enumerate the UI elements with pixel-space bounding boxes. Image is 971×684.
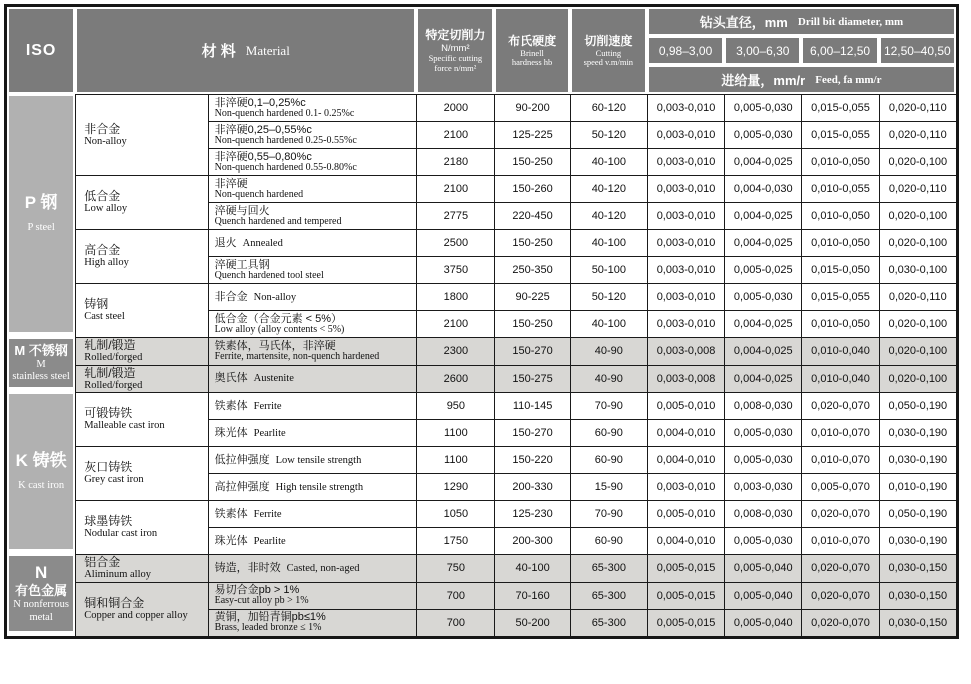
feed-value-d4: 0,030-0,190 <box>879 527 956 554</box>
detail-zh: 非淬硬 <box>214 177 248 190</box>
material-detail-cell <box>208 148 417 175</box>
feed-value-d4: 0,050-0,190 <box>879 500 956 527</box>
detail-en-inline: Non-alloy <box>253 291 297 303</box>
material-group-en: Rolled/forged <box>84 352 143 363</box>
table-row <box>7 446 956 473</box>
feed-value-d4: 0,030-0,150 <box>879 582 956 609</box>
material-group-zh: 灰口铸铁 <box>84 460 133 475</box>
diameter-range-1: 0,98–3,00 <box>658 43 713 58</box>
speed-value: 65-300 <box>570 554 647 582</box>
hardness-value: 250-350 <box>494 256 569 283</box>
cutting-force-value: 1100 <box>416 419 494 446</box>
material-header-cell <box>75 7 416 94</box>
hardness-value: 70-160 <box>494 582 569 609</box>
feed-value-d4: 0,020-0,100 <box>879 310 956 337</box>
speed-value: 40-120 <box>570 175 647 202</box>
feed-value-d3: 0,010-0,070 <box>801 527 878 554</box>
feed-value-d4: 0,020-0,100 <box>879 229 956 256</box>
material-detail-cell <box>208 229 417 256</box>
speed-header-zh: 切削速度 <box>584 33 633 48</box>
material-group-en: Cast steel <box>84 311 125 323</box>
feed-value-d2: 0,005-0,030 <box>724 446 801 473</box>
hardness-value: 90-225 <box>494 283 569 310</box>
feed-value-d1: 0,003-0,010 <box>647 94 724 121</box>
cutting-force-header-en2: force n/mm² <box>434 62 477 73</box>
cutting-force-value: 2775 <box>416 202 494 229</box>
feed-header-cell <box>647 65 956 94</box>
cutting-force-value: 2100 <box>416 175 494 202</box>
material-group-zh: 铸钢 <box>84 297 109 312</box>
material-group-cell <box>75 500 207 554</box>
speed-value: 65-300 <box>570 582 647 609</box>
detail-zh: 铸造，非时效 <box>214 561 281 574</box>
iso-group-n-label-en2: metal <box>29 611 53 623</box>
feed-value-d1: 0,003-0,010 <box>647 229 724 256</box>
hardness-value: 150-270 <box>494 419 569 446</box>
speed-value: 65-300 <box>570 609 647 636</box>
cutting-force-value: 2000 <box>416 94 494 121</box>
material-group-cell <box>75 229 207 283</box>
material-detail-cell <box>208 94 417 121</box>
feed-value-d1: 0,005-0,015 <box>647 554 724 582</box>
diameter-range-cell-4 <box>879 36 956 65</box>
cutting-force-header-zh: 特定切削力 <box>425 28 486 42</box>
feed-value-d3: 0,020-0,070 <box>801 500 878 527</box>
feed-value-d1: 0,005-0,010 <box>647 500 724 527</box>
material-group-en: Non-alloy <box>84 135 127 147</box>
material-group-cell <box>75 175 207 229</box>
material-group-zh: 可锻铸铁 <box>84 406 133 421</box>
material-group-cell <box>75 337 207 365</box>
feed-value-d4: 0,020-0,110 <box>879 94 956 121</box>
material-group-cell <box>75 582 207 636</box>
feed-value-d2: 0,005-0,040 <box>724 609 801 636</box>
material-group-cell <box>75 94 207 175</box>
table-row <box>7 229 956 256</box>
cutting-force-value: 1100 <box>416 446 494 473</box>
material-group-cell <box>75 554 207 582</box>
drill-diameter-header-cell <box>647 7 956 36</box>
feed-value-d3: 0,010-0,055 <box>801 175 878 202</box>
diameter-range-3: 6,00–12,50 <box>809 43 871 58</box>
feed-value-d4: 0,030-0,190 <box>879 446 956 473</box>
cutting-force-unit: N/mm² <box>441 43 470 54</box>
feed-value-d3: 0,010-0,050 <box>801 229 878 256</box>
material-detail-cell <box>208 337 417 365</box>
material-detail-cell <box>208 310 417 337</box>
diameter-range-cell-3 <box>801 36 878 65</box>
hardness-value: 110-145 <box>494 392 569 419</box>
cutting-force-value: 2600 <box>416 365 494 393</box>
material-detail-cell <box>208 446 417 473</box>
iso-group-m-label-en1: M <box>36 358 46 370</box>
detail-zh: 非合金 <box>214 290 248 303</box>
iso-group-m-label-en2: stainless steel <box>12 371 70 382</box>
feed-value-d3: 0,015-0,055 <box>801 94 878 121</box>
material-group-zh: 轧制/锻造 <box>84 338 136 352</box>
diameter-range-2: 3,00–6,30 <box>736 43 790 58</box>
cutting-force-value: 700 <box>416 609 494 636</box>
feed-value-d3: 0,015-0,050 <box>801 256 878 283</box>
feed-value-d4: 0,050-0,190 <box>879 392 956 419</box>
detail-zh: 退火 <box>214 236 237 249</box>
iso-group-k-cast-iron <box>7 392 75 554</box>
feed-value-d2: 0,005-0,030 <box>724 121 801 148</box>
feed-value-d2: 0,004-0,025 <box>724 310 801 337</box>
feed-value-d3: 0,010-0,070 <box>801 446 878 473</box>
table-row <box>7 500 956 527</box>
feed-value-d4: 0,030-0,150 <box>879 609 956 636</box>
feed-value-d1: 0,003-0,010 <box>647 202 724 229</box>
detail-zh: 黄铜，加铅青铜pb≤1% <box>214 611 326 624</box>
iso-group-n-label-zh: 有色金属 <box>15 583 68 598</box>
detail-zh: 淬硬与回火 <box>214 204 270 217</box>
speed-value: 40-120 <box>570 202 647 229</box>
speed-value: 60-90 <box>570 527 647 554</box>
detail-zh: 低合金（合金元素 < 5%） <box>214 312 343 325</box>
feed-value-d4: 0,020-0,100 <box>879 365 956 393</box>
speed-value: 40-100 <box>570 229 647 256</box>
detail-en-line2: Quench hardened tool steel <box>214 269 324 281</box>
hardness-value: 150-250 <box>494 310 569 337</box>
feed-value-d4: 0,020-0,100 <box>879 337 956 365</box>
hardness-value: 150-260 <box>494 175 569 202</box>
cutting-force-value: 1290 <box>416 473 494 500</box>
detail-zh: 易切合金pb > 1% <box>214 584 300 597</box>
iso-group-k-label-zh: K 铸铁 <box>15 450 67 470</box>
table-row <box>7 582 956 609</box>
cutting-force-value: 1050 <box>416 500 494 527</box>
hardness-value: 220-450 <box>494 202 569 229</box>
feed-value-d3: 0,010-0,050 <box>801 148 878 175</box>
speed-value: 60-90 <box>570 419 647 446</box>
table-header <box>7 7 956 94</box>
cutting-force-value: 3750 <box>416 256 494 283</box>
feed-value-d1: 0,005-0,010 <box>647 392 724 419</box>
hardness-value: 50-200 <box>494 609 569 636</box>
cutting-force-value: 2300 <box>416 337 494 365</box>
material-header-en: Material <box>245 42 290 58</box>
detail-zh: 珠光体 <box>214 534 248 547</box>
detail-en-inline: Ferrite <box>253 400 282 412</box>
iso-group-n-label-en1: N nonferrous <box>13 599 69 610</box>
detail-zh: 淬硬工具钢 <box>214 258 270 271</box>
feed-header-en: Feed, fa mm/r <box>815 73 882 86</box>
material-detail-cell <box>208 175 417 202</box>
speed-header-cell <box>570 7 647 94</box>
feed-value-d3: 0,020-0,070 <box>801 392 878 419</box>
feed-value-d3: 0,010-0,040 <box>801 365 878 393</box>
detail-en-inline: Pearlite <box>253 535 286 547</box>
material-group-en: Grey cast iron <box>84 474 144 486</box>
feed-value-d1: 0,003-0,010 <box>647 473 724 500</box>
material-group-zh: 铝合金 <box>84 555 121 569</box>
hardness-value: 150-250 <box>494 148 569 175</box>
feed-value-d1: 0,004-0,010 <box>647 419 724 446</box>
detail-zh: 珠光体 <box>214 426 248 439</box>
feed-value-d3: 0,015-0,055 <box>801 121 878 148</box>
feed-value-d2: 0,005-0,040 <box>724 582 801 609</box>
table-row <box>7 283 956 310</box>
hardness-value: 200-330 <box>494 473 569 500</box>
material-detail-cell <box>208 202 417 229</box>
feed-value-d2: 0,004-0,025 <box>724 337 801 365</box>
cutting-force-value: 2100 <box>416 310 494 337</box>
feed-value-d2: 0,005-0,030 <box>724 283 801 310</box>
material-group-zh: 铜和铜合金 <box>84 595 145 610</box>
table-row <box>7 365 956 393</box>
cutting-force-value: 700 <box>416 582 494 609</box>
hardness-value: 90-200 <box>494 94 569 121</box>
feed-value-d4: 0,030-0,150 <box>879 554 956 582</box>
material-header-zh: 材 料 <box>201 43 236 60</box>
feed-value-d1: 0,004-0,010 <box>647 446 724 473</box>
material-group-en: Copper and copper alloy <box>84 609 188 621</box>
feed-value-d2: 0,005-0,025 <box>724 256 801 283</box>
detail-zh: 铁素体，马氏体，非淬硬 <box>214 340 336 352</box>
feed-value-d3: 0,010-0,040 <box>801 337 878 365</box>
cutting-force-header-cell <box>416 7 494 94</box>
feed-value-d1: 0,004-0,010 <box>647 527 724 554</box>
material-group-cell <box>75 392 207 446</box>
material-detail-cell <box>208 365 417 393</box>
hardness-header-zh: 布氏硬度 <box>508 33 557 48</box>
iso-header-cell <box>7 7 75 94</box>
speed-value: 70-90 <box>570 392 647 419</box>
material-detail-cell <box>208 582 417 609</box>
detail-en-line2: Low alloy (alloy contents < 5%) <box>214 323 345 335</box>
material-detail-cell <box>208 609 417 636</box>
feed-value-d2: 0,005-0,030 <box>724 94 801 121</box>
feed-value-d2: 0,008-0,030 <box>724 392 801 419</box>
speed-header-en2: speed v.m/min <box>583 57 634 67</box>
table-row <box>7 554 956 582</box>
feed-value-d3: 0,005-0,070 <box>801 473 878 500</box>
speed-value: 70-90 <box>570 500 647 527</box>
table-row <box>7 337 956 365</box>
detail-en-line2: Non-quench hardened 0.1- 0.25%c <box>214 107 355 119</box>
speed-header-en1: Cutting <box>595 47 622 58</box>
detail-zh: 非淬硬0,1–0,25%c <box>214 96 306 109</box>
drill-diameter-header-en: Drill bit diameter, mm <box>797 15 904 28</box>
feed-value-d4: 0,010-0,190 <box>879 473 956 500</box>
speed-value: 15-90 <box>570 473 647 500</box>
speed-value: 50-120 <box>570 121 647 148</box>
feed-value-d1: 0,003-0,010 <box>647 310 724 337</box>
cutting-force-value: 750 <box>416 554 494 582</box>
detail-en-line2: Easy-cut alloy pb > 1% <box>214 595 309 607</box>
speed-value: 60-90 <box>570 446 647 473</box>
iso-group-n-nonferrous <box>7 554 75 636</box>
material-detail-cell <box>208 283 417 310</box>
detail-en-line2: Non-quench hardened <box>214 188 304 200</box>
cutting-force-value: 1750 <box>416 527 494 554</box>
hardness-value: 125-225 <box>494 121 569 148</box>
iso-group-p-label-zh: P 钢 <box>24 193 58 213</box>
detail-en-inline: Casted, non-aged <box>286 562 360 574</box>
hardness-value: 150-270 <box>494 337 569 365</box>
feed-value-d4: 0,020-0,100 <box>879 148 956 175</box>
iso-group-k-label-en: K cast iron <box>18 479 65 491</box>
cutting-force-value: 1800 <box>416 283 494 310</box>
iso-header-label: ISO <box>25 41 57 59</box>
cutting-force-header-en1: Specific cutting <box>428 53 483 63</box>
feed-value-d2: 0,004-0,025 <box>724 202 801 229</box>
feed-value-d4: 0,020-0,100 <box>879 202 956 229</box>
material-group-zh: 球墨铸铁 <box>84 514 133 529</box>
feed-value-d2: 0,004-0,025 <box>724 229 801 256</box>
feed-value-d3: 0,010-0,050 <box>801 202 878 229</box>
material-group-en: Nodular cast iron <box>84 528 158 540</box>
hardness-header-en1: Brinell <box>520 47 544 58</box>
feed-value-d2: 0,005-0,040 <box>724 554 801 582</box>
detail-zh: 高拉伸强度 <box>214 480 270 493</box>
material-detail-cell <box>208 121 417 148</box>
feed-value-d3: 0,020-0,070 <box>801 582 878 609</box>
diameter-range-cell-2 <box>724 36 801 65</box>
feed-value-d4: 0,020-0,110 <box>879 175 956 202</box>
material-detail-cell <box>208 473 417 500</box>
detail-zh: 非淬硬0,55–0,80%c <box>214 150 312 163</box>
material-detail-cell <box>208 419 417 446</box>
material-group-zh: 非合金 <box>84 121 121 136</box>
material-group-en: Rolled/forged <box>84 379 143 391</box>
feed-value-d3: 0,020-0,070 <box>801 609 878 636</box>
hardness-value: 150-220 <box>494 446 569 473</box>
iso-group-p-steel <box>7 94 75 337</box>
material-group-zh: 轧制/锻造 <box>84 365 136 380</box>
speed-value: 40-100 <box>570 148 647 175</box>
feed-value-d1: 0,003-0,010 <box>647 175 724 202</box>
detail-zh: 奥氏体 <box>214 372 248 385</box>
hardness-header-en2: hardness hb <box>511 57 553 67</box>
feed-value-d4: 0,030-0,190 <box>879 419 956 446</box>
feed-value-d1: 0,003-0,008 <box>647 337 724 365</box>
material-detail-cell <box>208 392 417 419</box>
feed-value-d4: 0,030-0,100 <box>879 256 956 283</box>
material-detail-cell <box>208 256 417 283</box>
feed-header-zh: 进给量，mm/r <box>721 73 806 88</box>
material-detail-cell <box>208 527 417 554</box>
feed-value-d3: 0,015-0,055 <box>801 283 878 310</box>
feed-value-d2: 0,005-0,030 <box>724 527 801 554</box>
feed-value-d3: 0,010-0,050 <box>801 310 878 337</box>
feed-value-d3: 0,010-0,070 <box>801 419 878 446</box>
feed-value-d2: 0,005-0,030 <box>724 419 801 446</box>
detail-en-line2: Non-quench hardened 0.25-0.55%c <box>214 134 357 146</box>
feed-value-d3: 0,020-0,070 <box>801 554 878 582</box>
feed-value-d2: 0,004-0,025 <box>724 365 801 393</box>
detail-zh: 铁素体 <box>214 507 248 520</box>
speed-value: 50-100 <box>570 256 647 283</box>
detail-zh: 非淬硬0,25–0,55%c <box>214 123 312 136</box>
material-group-en: Malleable cast iron <box>84 420 165 432</box>
material-detail-cell <box>208 554 417 582</box>
feed-value-d1: 0,003-0,010 <box>647 148 724 175</box>
detail-en-inline: Pearlite <box>253 427 286 439</box>
detail-en-line2: Non-quench hardened 0.55-0.80%c <box>214 161 357 173</box>
speed-value: 50-120 <box>570 283 647 310</box>
cutting-force-value: 950 <box>416 392 494 419</box>
hardness-value: 200-300 <box>494 527 569 554</box>
hardness-header-cell <box>494 7 569 94</box>
table-row <box>7 94 956 121</box>
detail-en-inline: Annealed <box>242 237 283 249</box>
detail-zh: 低拉伸强度 <box>214 453 270 466</box>
feed-value-d2: 0,004-0,025 <box>724 148 801 175</box>
feed-value-d1: 0,003-0,010 <box>647 256 724 283</box>
feed-value-d2: 0,003-0,030 <box>724 473 801 500</box>
feed-value-d1: 0,005-0,015 <box>647 609 724 636</box>
cutting-force-value: 2180 <box>416 148 494 175</box>
feed-value-d1: 0,003-0,008 <box>647 365 724 393</box>
detail-en-inline: Low tensile strength <box>275 454 362 466</box>
feed-value-d1: 0,003-0,010 <box>647 121 724 148</box>
speed-value: 40-90 <box>570 365 647 393</box>
material-group-en: Low alloy <box>84 203 128 215</box>
diameter-range-cell-1 <box>647 36 724 65</box>
material-group-en: Aliminum alloy <box>84 569 151 580</box>
material-group-cell <box>75 283 207 337</box>
material-group-cell <box>75 446 207 500</box>
material-group-en: High alloy <box>84 257 129 269</box>
drilling-parameters-table-page <box>4 4 959 639</box>
material-group-cell <box>75 365 207 393</box>
speed-value: 40-100 <box>570 310 647 337</box>
table-row <box>7 175 956 202</box>
cutting-force-value: 2500 <box>416 229 494 256</box>
detail-en-line2: Ferrite, martensite, non-quench hardened <box>214 351 380 362</box>
feed-value-d4: 0,020-0,110 <box>879 283 956 310</box>
drill-diameter-header-zh: 钻头直径，mm <box>699 15 788 30</box>
material-group-zh: 高合金 <box>84 243 121 258</box>
iso-group-n-label-letter: N <box>34 563 48 582</box>
feed-value-d2: 0,008-0,030 <box>724 500 801 527</box>
hardness-value: 150-250 <box>494 229 569 256</box>
feed-value-d4: 0,020-0,110 <box>879 121 956 148</box>
detail-zh: 铁素体 <box>214 399 248 412</box>
detail-en-line2: Quench hardened and tempered <box>214 215 342 227</box>
detail-en-inline: Ferrite <box>253 508 282 520</box>
feed-value-d2: 0,004-0,030 <box>724 175 801 202</box>
table-row <box>7 392 956 419</box>
speed-value: 40-90 <box>570 337 647 365</box>
diameter-range-4: 12,50–40,50 <box>883 43 951 58</box>
detail-en-line2: Brass, leaded bronze ≤ 1% <box>214 622 322 634</box>
detail-en-inline: Austenite <box>253 373 294 385</box>
hardness-value: 125-230 <box>494 500 569 527</box>
iso-group-p-label-en: P steel <box>27 222 55 234</box>
parameters-table <box>7 7 956 636</box>
cutting-force-value: 2100 <box>416 121 494 148</box>
hardness-value: 40-100 <box>494 554 569 582</box>
feed-value-d1: 0,005-0,015 <box>647 582 724 609</box>
iso-group-m-stainless <box>7 337 75 392</box>
feed-value-d1: 0,003-0,010 <box>647 283 724 310</box>
iso-group-m-label-zh: M 不锈钢 <box>14 342 68 358</box>
material-group-zh: 低合金 <box>84 189 121 204</box>
speed-value: 60-120 <box>570 94 647 121</box>
material-detail-cell <box>208 500 417 527</box>
hardness-value: 150-275 <box>494 365 569 393</box>
detail-en-inline: High tensile strength <box>275 481 364 493</box>
